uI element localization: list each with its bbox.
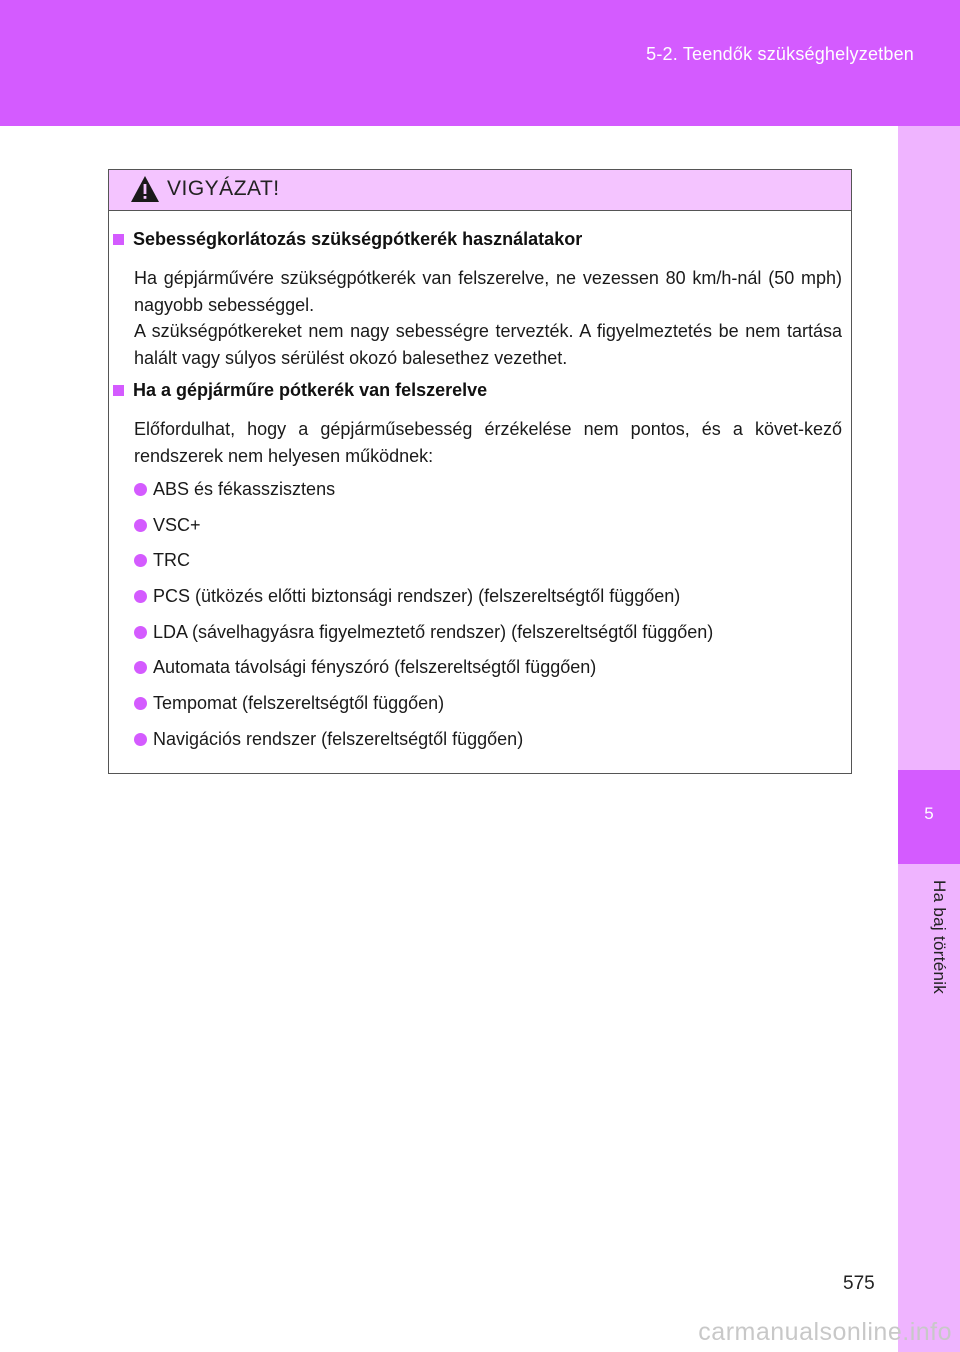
list-item [134,515,201,536]
watermark: carmanualsonline.info [698,1318,952,1346]
caution-box [108,169,852,774]
circle-bullet-icon [134,590,147,603]
list-item [134,622,713,643]
circle-bullet-icon [134,733,147,746]
chapter-title: Ha baj történik [930,880,949,995]
list-item [134,657,596,678]
list-item-text: VSC+ [153,515,201,535]
chapter-tab[interactable] [898,770,960,864]
header-band [0,0,960,126]
list-item-text: LDA (sávelhagyásra figyelmeztető rendszer) (felszereltségtől függően) [153,622,714,642]
caution-header [109,170,851,211]
paragraph: Előfordulhat, hogy a gépjárműsebesség érzékelése nem pontos, és a követ-kező rendszerek nem helyesen működnek: [134,419,842,466]
warning-icon [130,175,160,203]
square-bullet-icon [113,234,124,245]
section-heading-spare-tire [113,380,487,401]
circle-bullet-icon [134,554,147,567]
side-tab [898,126,960,1352]
heading-text: Sebességkorlátozás szükségpótkerék használatakor [133,229,583,249]
list-item [134,550,190,571]
section-heading-speed-limit [113,229,582,250]
list-item-text: Tempomat (felszereltségtől függően) [153,693,445,713]
list-item-text: TRC [153,550,190,570]
section-title: 5-2. Teendők szükséghelyzetben [646,44,914,64]
circle-bullet-icon [134,519,147,532]
circle-bullet-icon [134,626,147,639]
list-item [134,586,680,607]
paragraph: A szükségpótkereket nem nagy sebességre tervezték. A figyelmeztetés be nem tartása halált vagy súlyos sérülést okozó balesethez vezethet. [134,321,842,368]
circle-bullet-icon [134,483,147,496]
circle-bullet-icon [134,661,147,674]
paragraph: Ha gépjárművére szükségpótkerék van felszerelve, ne vezessen 80 km/h-nál (50 mph) nagyobb sebességgel. [134,268,842,315]
list-item [134,479,335,500]
list-item [134,693,444,714]
chapter-number: 5 [924,804,934,823]
list-item [134,729,523,750]
heading-text: Ha a gépjárműre pótkerék van felszerelve [133,380,488,400]
list-item-text: ABS és fékasszisztens [153,479,336,499]
square-bullet-icon [113,385,124,396]
list-item-text: PCS (ütközés előtti biztonsági rendszer) (felszereltségtől függően) [153,586,681,606]
list-item-text: Navigációs rendszer (felszereltségtől függően) [153,729,524,749]
caution-title: VIGYÁZAT! [167,177,280,200]
list-item-text: Automata távolsági fényszóró (felszereltségtől függően) [153,657,597,677]
circle-bullet-icon [134,697,147,710]
page-number: 575 [843,1273,875,1294]
